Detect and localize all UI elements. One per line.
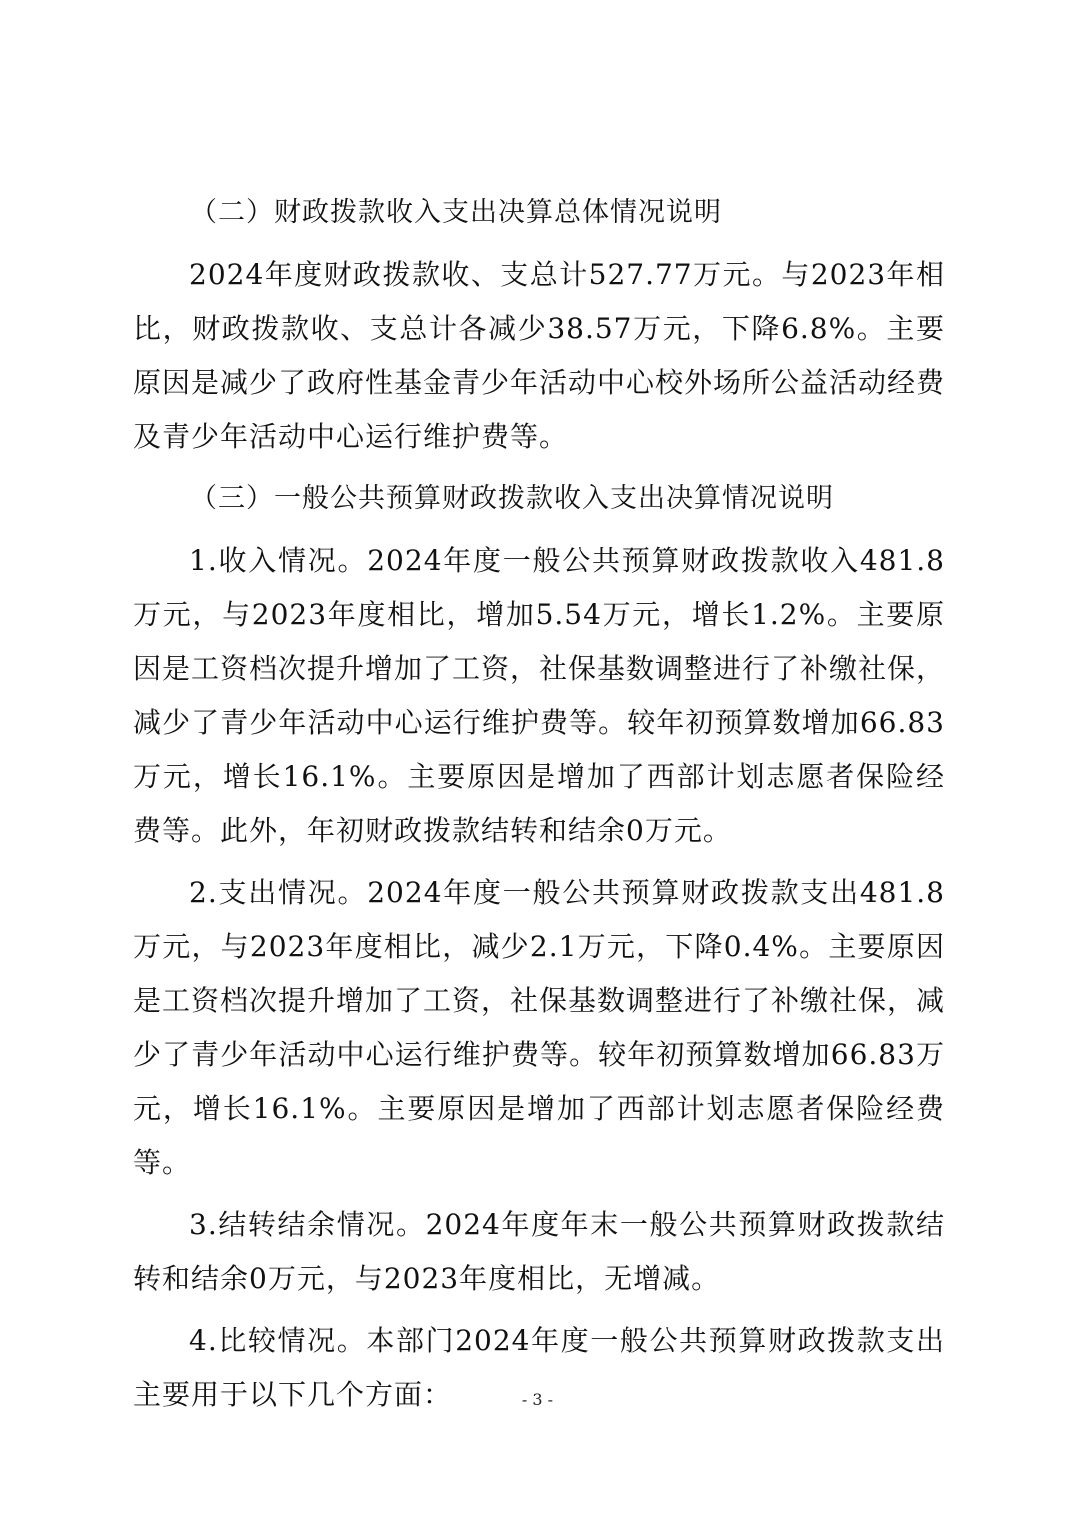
document-body (133, 186, 945, 1422)
paragraph-carryover: 3.结转结余情况。2024年度年末一般公共预算财政拨款结转和结余0万元，与2023年度相比，无增减。 (133, 1208, 945, 1295)
paragraph-comparison: 4.比较情况。本部门2024年度一般公共预算财政拨款支出主要用于以下几个方面： (133, 1324, 945, 1411)
section-heading-2: （二）财政拨款收入支出决算总体情况说明 (190, 197, 722, 228)
page-number: - 3 - (521, 1390, 554, 1409)
paragraph-total-overview: 2024年度财政拨款收、支总计527.77万元。与2023年相比，财政拨款收、支总计各减少38.57万元，下降6.8%。主要原因是减少了政府性基金青少年活动中心校外场所公益活动经费及青少年活动中心运行维护费等。 (133, 258, 946, 453)
paragraph-expenditure: 2.支出情况。2024年度一般公共预算财政拨款支出481.8万元，与2023年度相比，减少2.1万元，下降0.4%。主要原因是工资档次提升增加了工资，社保基数调整进行了补缴社保，减少了青少年活动中心运行维护费等。较年初预算数增加66.83万元，增长16.1%。主要原因是增加了西部计划志愿者保险经费等。 (133, 876, 946, 1179)
paragraph-income: 1.收入情况。2024年度一般公共预算财政拨款收入481.8万元，与2023年度相比，增加5.54万元，增长1.2%。主要原因是工资档次提升增加了工资，社保基数调整进行了补缴社保，减少了青少年活动中心运行维护费等。较年初预算数增加66.83万元，增长16.1%。主要原因是增加了西部计划志愿者保险经费等。此外，年初财政拨款结转和结余0万元。 (133, 544, 946, 847)
section-heading-3: （三）一般公共预算财政拨款收入支出决算情况说明 (190, 483, 834, 514)
